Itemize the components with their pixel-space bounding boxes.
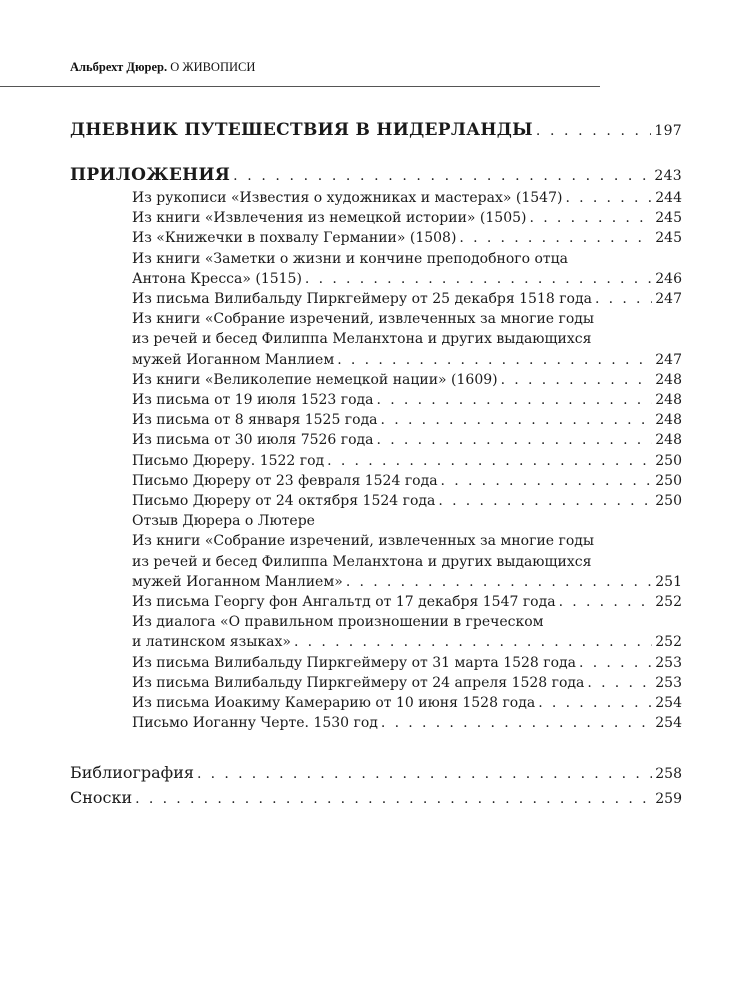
dot-leader [305,269,652,289]
toc-entry-title: Письмо Иоганну Черте. 1530 год [132,715,378,732]
dot-leader [559,592,653,612]
toc-entry[interactable] [132,491,682,511]
toc-entry[interactable] [132,208,682,228]
dot-leader [595,289,652,309]
header-author: Альбрехт Дюрер. [70,60,168,74]
header-rule [0,86,600,87]
appendix-entries [132,188,682,733]
dot-leader [294,632,652,652]
dot-leader [337,350,652,370]
toc-page-number: 253 [655,654,682,671]
dot-leader [197,762,652,786]
toc-entry-title: мужей Иоганном Манлием» [132,573,343,590]
toc-page-number: 258 [655,766,682,783]
dot-leader [501,370,653,390]
toc-page-number: 243 [654,168,682,184]
toc-footnotes[interactable] [70,786,682,811]
toc-page-number: 250 [655,493,682,510]
toc-entry-line: из речей и бесед Филиппа Меланхтона и других выдающихся [132,553,592,570]
toc-entry-line: Отзыв Дюрера о Лютере [132,513,315,530]
toc-page-number: 250 [655,452,682,469]
toc-page-number: 252 [655,634,682,651]
toc-entry[interactable] [132,592,682,612]
toc-page-number: 244 [655,190,682,206]
toc-section-diary[interactable] [70,118,682,143]
dot-leader [459,228,652,248]
dot-leader [536,119,652,143]
toc-entry[interactable] [132,430,682,450]
dot-leader [327,451,652,471]
toc-section-title: ДНЕВНИК ПУТЕШЕСТВИЯ В НИДЕРЛАНДЫ [70,120,533,140]
toc-page-number: 253 [655,674,682,691]
toc-entry-title: и латинском языках» [132,634,291,651]
dot-leader [381,713,652,733]
toc-entry-title: Антона Кресса» (1515) [132,270,302,287]
dot-leader [530,208,653,228]
header-title: О ЖИВОПИСИ [170,60,256,74]
toc-page-number: 245 [655,230,682,247]
dot-leader [579,653,652,673]
toc-page-number: 254 [655,715,682,732]
toc-page-number: 248 [655,432,682,449]
toc-entry-title: Сноски [70,788,133,808]
dot-leader [377,390,653,410]
toc-entry[interactable] [132,693,682,713]
toc-entry-title: Письмо Дюреру от 24 октября 1524 года [132,493,436,510]
dot-leader [438,491,652,511]
dot-leader [381,410,653,430]
toc-page-number: 247 [655,351,682,368]
toc-entry[interactable] [132,451,682,471]
dot-leader [135,787,652,811]
dot-leader [441,471,653,491]
toc-entry-title: Письмо Дюреру от 23 февраля 1524 года [132,472,438,489]
toc-entry[interactable] [132,188,682,208]
dot-leader [346,572,652,592]
toc-page-number: 251 [655,573,682,590]
toc-entry[interactable] [132,673,682,693]
toc-entry-line: Из диалога «О правильном произношении в греческом [132,614,544,631]
toc-entry[interactable] [132,228,682,248]
toc-entry[interactable] [132,612,682,652]
toc-entry[interactable] [132,410,682,430]
dot-leader [538,693,652,713]
running-header [70,60,255,75]
toc-entry-title: Из письма от 8 января 1525 года [132,412,378,429]
toc-page-number: 245 [655,210,682,227]
toc-entry-title: Из книги «Извлечения из немецкой истории» (1505) [132,210,527,227]
toc-entry-line: Из книги «Собрание изречений, извлеченных за многие годы [132,533,595,550]
toc-entry-title: Из письма Вилибальду Пиркгеймеру от 25 декабря 1518 года [132,291,592,308]
toc-page-number: 259 [655,791,682,808]
toc-entry[interactable] [132,713,682,733]
toc-page-number: 254 [655,695,682,712]
dot-leader [233,164,651,188]
toc-page-number: 248 [655,392,682,409]
toc-entry-title: Из письма Вилибальду Пиркгеймеру от 31 марта 1528 года [132,654,577,671]
toc-bibliography[interactable] [70,761,682,786]
dot-leader [565,188,652,208]
toc-page-number: 197 [654,123,682,139]
toc-entry-line: Из книги «Заметки о жизни и кончине преподобного отца [132,250,569,267]
toc-entry[interactable] [132,390,682,410]
toc-entry-title: Из «Книжечки в похвалу Германии» (1508) [132,230,457,247]
toc-page-number: 250 [655,472,682,489]
toc-entry[interactable] [132,653,682,673]
toc-entry[interactable] [132,249,682,289]
toc-entry-line: Из книги «Собрание изречений, извлеченных за многие годы [132,311,595,328]
toc-entry[interactable] [132,511,682,592]
toc-entry-title: Из письма от 30 июля 7526 года [132,432,374,449]
toc-entry[interactable] [132,471,682,491]
toc-entry[interactable] [132,289,682,309]
dot-leader [377,430,653,450]
toc-entry[interactable] [132,370,682,390]
toc-page-number: 248 [655,412,682,429]
dot-leader [587,673,652,693]
toc-entry-title: Из письма Иоакиму Камерарию от 10 июня 1528 года [132,695,536,712]
toc-page-number: 248 [655,371,682,388]
toc-page-number: 246 [655,270,682,287]
toc-entry[interactable] [132,309,682,370]
toc-page-number: 247 [655,291,682,308]
toc-entry-title: Письмо Дюреру. 1522 год [132,452,325,469]
toc-page-number: 252 [655,594,682,611]
toc-section-appendices[interactable] [70,163,682,188]
toc-entry-title: мужей Иоганном Манлием [132,351,335,368]
toc-entry-title: Из рукописи «Известия о художниках и мастерах» (1547) [132,190,563,206]
toc-entry-title: Из письма Вилибальду Пиркгеймеру от 24 апреля 1528 года [132,674,585,691]
toc-section-title: ПРИЛОЖЕНИЯ [70,165,231,185]
toc-entry-title: Из письма от 19 июля 1523 года [132,392,374,409]
toc-entry-title: Из письма Георгу фон Ангальтд от 17 декабря 1547 года [132,594,556,611]
toc-entry-title: Библиография [70,763,194,783]
table-of-contents [70,118,682,811]
toc-entry-title: Из книги «Великолепие немецкой нации» (1609) [132,371,498,388]
toc-entry-line: из речей и бесед Филиппа Меланхтона и других выдающихся [132,331,592,348]
